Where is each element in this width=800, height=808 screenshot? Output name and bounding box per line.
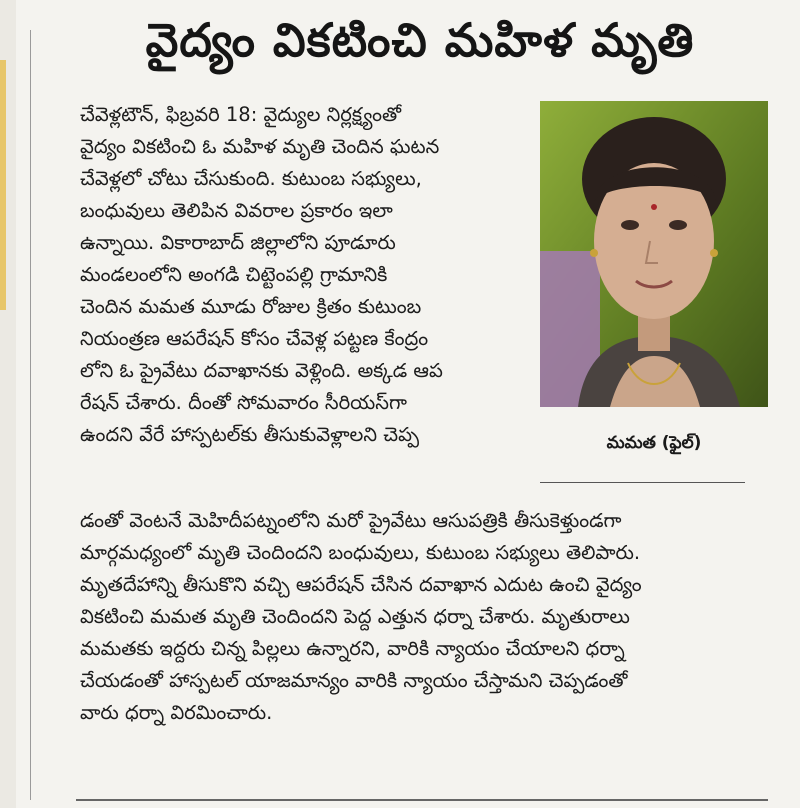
body-line: వారు ధర్నా విరమించారు. (80, 701, 273, 724)
body-line: ఉన్నాయి. వికారాబాద్‌ జిల్లాలోని పూడూరు (80, 231, 396, 254)
body-line: చేవెళ్లలో చోటు చేసుకుంది. కుటుంబ సభ్యులు, (80, 167, 422, 190)
body-line: లోని ఓ ప్రైవేటు దవాఖానకు వెళ్లింది. అక్కడ ఆప (80, 359, 443, 382)
body-line: చేయడంతో హాస్పటల్‌ యాజమాన్యం వారికి న్యాయం చేస్తామని చెప్పడంతో (80, 669, 628, 692)
body-line: వైద్యం వికటించి ఓ మహిళ మృతి చెందిన ఘటన (80, 135, 440, 158)
headline: వైద్యం వికటించి మహిళ మృతి (145, 13, 695, 67)
body-line: రేషన్‌ చేశారు. దీంతో సోమవారం సీరియస్‌గా (80, 391, 407, 414)
body-line: మార్గమధ్యంలో మృతి చెందిందని బంధువులు, కుటుంబ సభ్యులు తెలిపారు. (80, 541, 641, 564)
body-line: బంధువులు తెలిపిన వివరాల ప్రకారం ఇలా (80, 199, 393, 222)
photo-caption: మమత (ఫైల్‌) (606, 433, 702, 453)
body-line: మండలంలోని అంగడి చిట్టెంపల్లి గ్రామానికి (80, 263, 388, 286)
body-line: మమతకు ఇద్దరు చిన్న పిల్లలు ఉన్నారని, వారికి న్యాయం చేయాలని ధర్నా (80, 637, 625, 660)
column-divider (30, 30, 31, 800)
body-line: చెందిన మమత మూడు రోజుల క్రితం కుటుంబ (80, 295, 422, 318)
body-line: చేవెళ్లటౌన్‌, ఫిబ్రవరి 18: వైద్యుల నిర్లక్ష్యంతో (80, 103, 402, 126)
body-line: నియంత్రణ ఆపరేషన్‌ కోసం చేవెళ్ల పట్టణ కేంద్రం (80, 327, 429, 350)
portrait-illustration (540, 101, 768, 407)
caption-divider (540, 482, 745, 483)
body-line: మృతదేహాన్ని తీసుకొని వచ్చి ఆపరేషన్‌ చేసిన దవాఖాన ఎదుట ఉంచి వైద్యం (80, 573, 642, 596)
article-bottom-rule (76, 799, 768, 801)
adjacent-column-color-mark (0, 60, 6, 310)
portrait-photo (540, 101, 768, 407)
body-line: ఉందని వేరే హాస్పటల్‌కు తీసుకువెళ్లాలని చెప్ప (80, 423, 420, 446)
body-line: డంతో వెంటనే మెహిదీపట్నంలోని మరో ప్రైవేటు ఆసుపత్రికి తీసుకెళ్తుండగా (80, 509, 622, 532)
body-line: వికటించి మమత మృతి చెందిందని పెద్ద ఎత్తున ధర్నా చేశారు. మృతురాలు (80, 605, 630, 628)
